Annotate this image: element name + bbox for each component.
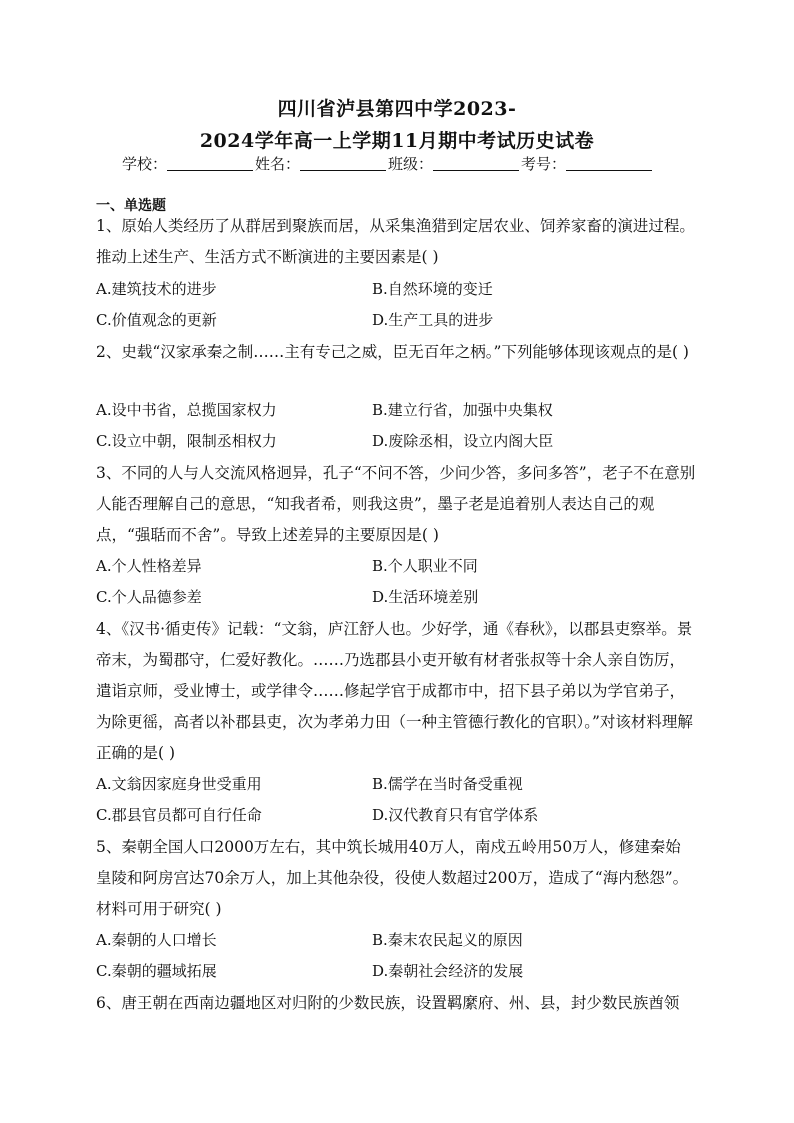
question-2-option-a[interactable]: A.设中书省，总揽国家权力 [96,401,277,419]
question-6-stem: 6、唐王朝在西南边疆地区对归附的少数民族，设置羁縻府、州、县，封少数民族酋领 [96,994,680,1012]
exam-title-line-2: 2024学年高一上学期11月期中考试历史试卷 [199,130,595,152]
class-label: 班级： [388,155,434,173]
question-5-option-b[interactable]: B.秦末农民起义的原因 [372,931,523,949]
student-info-row [122,153,654,174]
name-blank[interactable] [300,156,386,171]
question-3-option-c[interactable]: C.个人品德参差 [96,588,202,606]
question-3-option-a[interactable]: A.个人性格差异 [96,557,202,575]
question-1-option-a[interactable]: A.建筑技术的进步 [96,280,217,298]
question-4-option-c[interactable]: C.郡县官员都可自行任命 [96,806,262,824]
question-4-option-d[interactable]: D.汉代教育只有官学体系 [372,806,539,824]
question-4-stem: 4、《汉书·循吏传》记载：“文翁，庐江舒人也。少好学，通《春秋》，以郡县吏察举。景帝末，为蜀郡守，仁爱好教化。……乃选郡县小吏开敏有材者张叔等十余人亲自饬厉，遣诣京师，受业博士，或学律令……修起学官于成都市中，招下县子弟以为学官弟子，为除更徭，高者以补郡县吏，次为孝弟力田（一种主管德行教化的官职）。”对该材料理解正确的是( ) [96,620,693,762]
school-blank[interactable] [167,156,253,171]
question-1-stem: 1、原始人类经历了从群居到聚族而居，从采集渔猎到定居农业、饲养家畜的演进过程。推动上述生产、生活方式不断演进的主要因素是( ) [96,217,695,266]
question-2-option-d[interactable]: D.废除丞相，设立内阁大臣 [372,432,554,450]
question-5-option-d[interactable]: D.秦朝社会经济的发展 [372,962,524,980]
question-5-option-c[interactable]: C.秦朝的疆域拓展 [96,962,217,980]
question-1-option-d[interactable]: D.生产工具的进步 [372,311,494,329]
class-blank[interactable] [433,156,519,171]
name-label: 姓名： [255,155,301,173]
exam-title-line-1: 四川省泸县第四中学2023- [277,98,517,120]
question-4-option-b[interactable]: B.儒学在当时备受重视 [372,775,523,793]
question-5-stem: 5、秦朝全国人口2000万左右，其中筑长城用40万人，南戍五岭用50万人，修建秦始皇陵和阿房宫达70余万人，加上其他杂役，役使人数超过200万，造成了“海内愁怨”。材料可用于研究( ) [96,838,689,918]
question-2-option-b[interactable]: B.建立行省，加强中央集权 [372,401,553,419]
question-3-option-d[interactable]: D.生活环境差别 [372,588,479,606]
question-1-option-b[interactable]: B.自然环境的变迁 [372,280,493,298]
question-2-option-c[interactable]: C.设立中朝，限制丞相权力 [96,432,277,450]
school-label: 学校： [122,155,168,173]
section-heading: 一、单选题 [96,198,166,214]
question-5-option-a[interactable]: A.秦朝的人口增长 [96,931,217,949]
question-1-option-c[interactable]: C.价值观念的更新 [96,311,217,329]
question-3-stem: 3、不同的人与人交流风格迥异，孔子“不问不答，少问少答，多问多答”，老子不在意别人能否理解自己的意思，“知我者希，则我这贵”，墨子老是追着别人表达自己的观点，“强聒而不舍”。导致上述差异的主要原因是( ) [96,464,696,544]
number-label: 考号： [521,155,567,173]
number-blank[interactable] [566,156,652,171]
question-4-option-a[interactable]: A.文翁因家庭身世受重用 [96,775,262,793]
question-3-option-b[interactable]: B.个人职业不同 [372,557,478,575]
question-2-stem: 2、史载“汉家承秦之制……主有专己之威，臣无百年之柄。”下列能够体现该观点的是( ) [96,343,689,361]
